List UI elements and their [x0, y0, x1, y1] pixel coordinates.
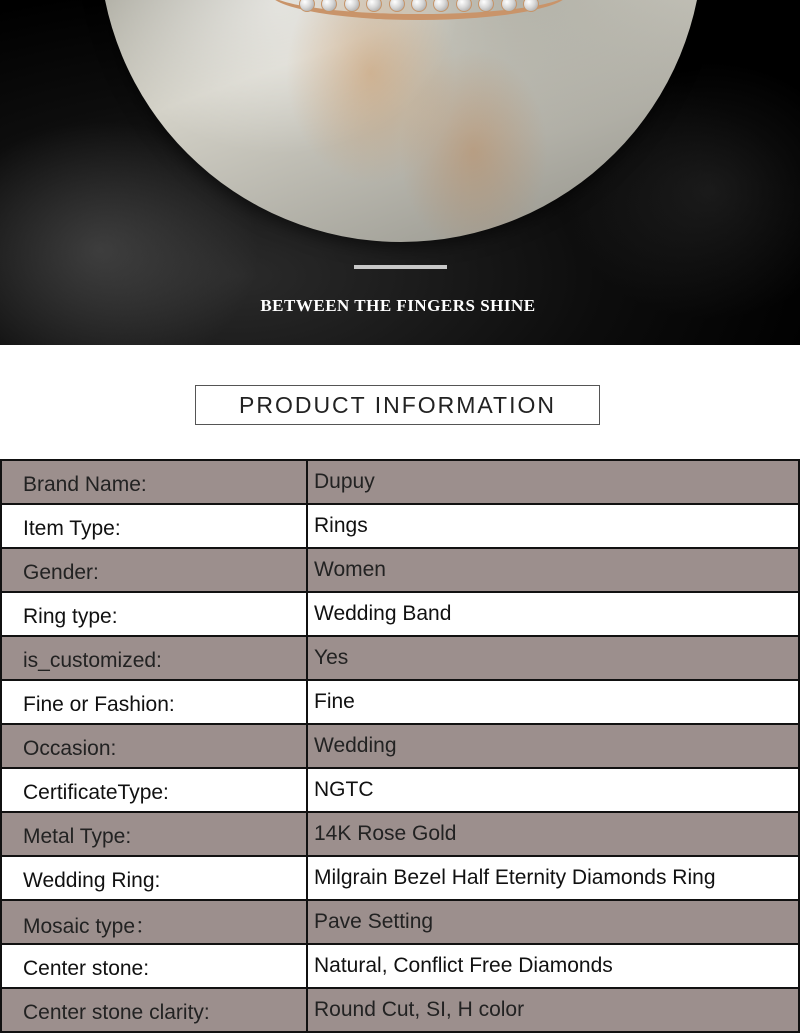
table-row	[1, 504, 799, 548]
table-row	[1, 768, 799, 812]
spec-label: Wedding Ring:	[1, 856, 307, 900]
spec-value: Milgrain Bezel Half Eternity Diamonds Ring	[307, 856, 799, 900]
table-row	[1, 900, 799, 944]
table-row	[1, 680, 799, 724]
hero-divider	[354, 265, 447, 269]
spec-value: NGTC	[307, 768, 799, 812]
spec-label: Fine or Fashion:	[1, 680, 307, 724]
table-row	[1, 944, 799, 988]
spec-label: Occasion:	[1, 724, 307, 768]
spec-label: Metal Type:	[1, 812, 307, 856]
table-row	[1, 856, 799, 900]
spec-label: Item Type:	[1, 504, 307, 548]
spec-label: Ring type:	[1, 592, 307, 636]
spec-value: Dupuy	[307, 460, 799, 504]
spec-label: Center stone:	[1, 944, 307, 988]
table-row	[1, 724, 799, 768]
table-row	[1, 460, 799, 504]
spec-value: Wedding	[307, 724, 799, 768]
spec-value: Pave Setting	[307, 900, 799, 944]
spec-value: Yes	[307, 636, 799, 680]
spec-label: is_customized:	[1, 636, 307, 680]
spec-value: Rings	[307, 504, 799, 548]
spec-label: Mosaic type：	[1, 900, 307, 944]
spec-value: Round Cut, SI, H color	[307, 988, 799, 1032]
section-title: PRODUCT INFORMATION	[195, 385, 600, 425]
spec-value: Fine	[307, 680, 799, 724]
table-row	[1, 988, 799, 1032]
product-hero-image	[0, 0, 800, 345]
product-spec-table	[0, 459, 800, 1033]
table-row	[1, 636, 799, 680]
hero-tagline: BETWEEN THE FINGERS SHINE	[260, 296, 536, 315]
table-row	[1, 548, 799, 592]
spec-label: CertificateType:	[1, 768, 307, 812]
spec-label: Center stone clarity:	[1, 988, 307, 1032]
table-row	[1, 812, 799, 856]
spec-value: Wedding Band	[307, 592, 799, 636]
spec-value: Women	[307, 548, 799, 592]
diamond-stone	[523, 0, 539, 12]
ring-diamonds	[299, 0, 539, 10]
spec-value: 14K Rose Gold	[307, 812, 799, 856]
spec-label: Gender:	[1, 548, 307, 592]
spec-value: Natural, Conflict Free Diamonds	[307, 944, 799, 988]
table-row	[1, 592, 799, 636]
spec-label: Brand Name:	[1, 460, 307, 504]
